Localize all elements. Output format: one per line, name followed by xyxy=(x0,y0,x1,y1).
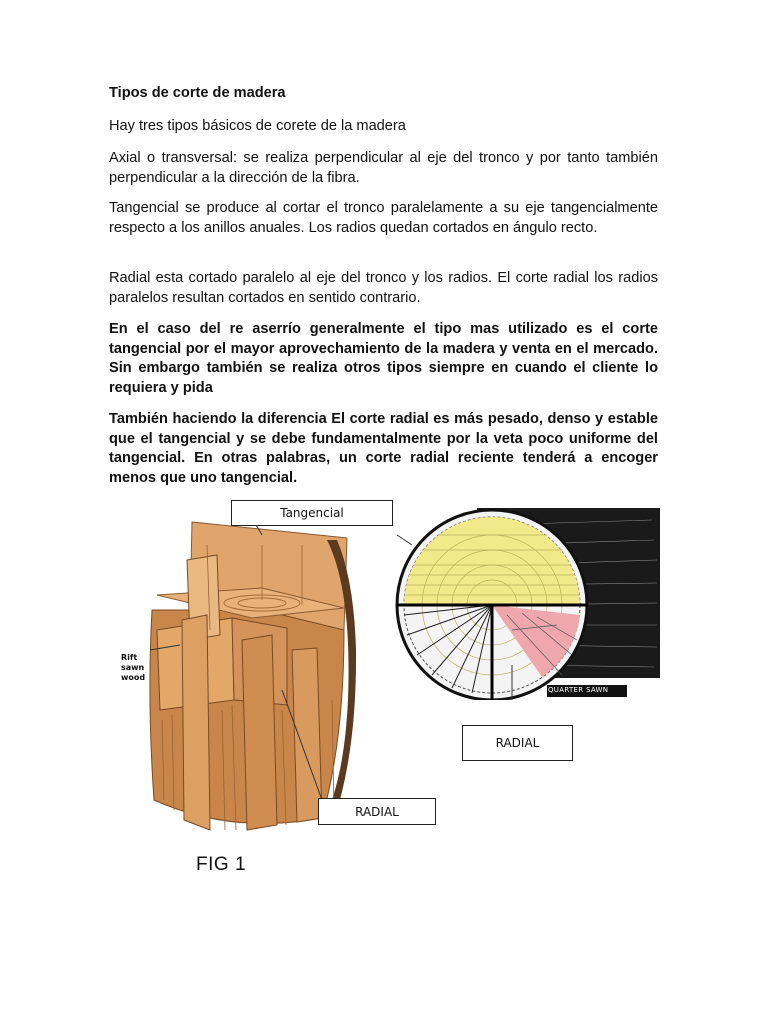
paragraph-diferencia: También haciendo la diferencia El corte radial es más pesado, denso y estable que el tangencial y se debe fundamentalmente por la veta poco uniforme del tangencial. En otras palabras, un corte radial reciente tenderá a encoger menos que uno tangencial. xyxy=(109,411,658,486)
quarter-sawn-label: QUARTER SAWN xyxy=(548,686,609,694)
paragraph-re-aserrio: En el caso del re aserrío generalmente el tipo mas utilizado es el corte tangencial por el mayor aprovechamiento de la madera y venta en el mercado. Sin embargo también se realiza otros tipos siempre en cuando el cliente lo requiera y pida xyxy=(109,321,658,396)
document-title: Tipos de corte de madera xyxy=(109,85,286,101)
figure-caption: FIG 1 xyxy=(196,854,247,875)
log-cut-illustration xyxy=(112,500,382,845)
paragraph-intro: Hay tres tipos básicos de corete de la madera xyxy=(109,118,406,134)
log-cross-section-diagram xyxy=(392,505,662,700)
label-radial-left: RADIAL xyxy=(318,798,436,825)
rift-label-line-2: sawn xyxy=(121,663,145,672)
label-radial-right: RADIAL xyxy=(462,725,573,761)
paragraph-axial: Axial o transversal: se realiza perpendicular al eje del tronco y por tanto también perpendicular a la dirección de la fibra. xyxy=(109,150,658,186)
rift-label-line-3: wood xyxy=(121,673,146,682)
rift-sawn-label xyxy=(121,653,145,683)
paragraph-radial: Radial esta cortado paralelo al eje del tronco y los radios. El corte radial los radios paralelos resultan cortados en sentido contrario. xyxy=(109,270,658,306)
label-tangencial: Tangencial xyxy=(231,500,393,526)
paragraph-tangencial: Tangencial se produce al cortar el tronco paralelamente a su eje tangencialmente respecto a los anillos anuales. Los radios quedan cortados en ángulo recto. xyxy=(109,200,658,236)
rift-label-line-1: Rift xyxy=(121,653,138,662)
